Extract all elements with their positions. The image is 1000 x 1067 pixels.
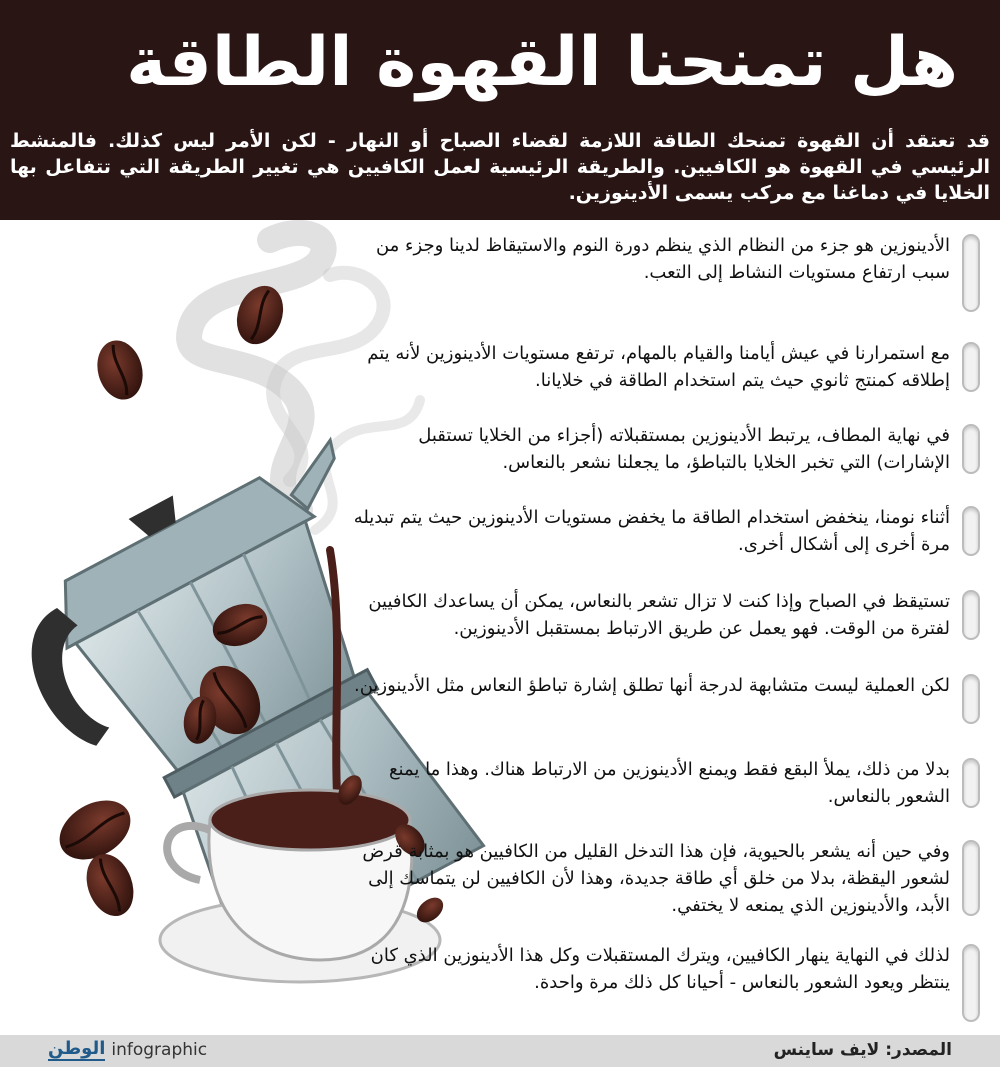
bullet-bar [962,424,980,474]
bullet-bar [962,590,980,640]
point-text: بدلا من ذلك، يملأ البقع فقط ويمنع الأدينوزين من الارتباط هناك. وهذا ما يمنع الشعور بالنعاس. [388,759,950,807]
bullet-bar [962,944,980,1022]
point-text: في نهاية المطاف، يرتبط الأدينوزين بمستقبلاته (أجزاء من الخلايا تستقبل الإشارات) التي تخبر الخلايا بالتباطؤ، ما يجعلنا نشعر بالنعاس. [418,425,950,473]
intro-paragraph: قد تعتقد أن القهوة تمنحك الطاقة اللازمة لقضاء الصباح أو النهار - لكن الأمر ليس كذلك. فالمنشط الرئيسي في القهوة هو الكافيين. والطريقة الرئيسية لعمل الكافيين هي تغيير الطريقة التي تتفاعل بها الخلايا في دماغنا مع مركب يسمى الأدينوزين. [10,130,990,204]
list-item [340,340,980,394]
point-text: أثناء نومنا، ينخفض استخدام الطاقة ما يخفض مستويات الأدينوزين حيث يتم تبديله مرة أخرى إلى أشكال أخرى. [353,507,950,555]
list-item [340,422,980,476]
bullet-bar [962,234,980,312]
bullet-bar [962,342,980,392]
list-item [340,504,980,558]
list-item [340,588,980,642]
header-banner [0,0,1000,220]
source-credit: المصدر: لايف ساينس [773,1040,952,1060]
list-item [340,838,980,919]
point-text: لذلك في النهاية ينهار الكافيين، ويترك المستقبلات وكل هذا الأدينوزين الذي كان ينتظر ويعود الشعور بالنعاس - أحيانا كل ذلك مرة واحدة. [370,945,950,993]
list-item [340,942,980,1022]
list-item [340,756,980,810]
brand [48,1039,207,1061]
point-text: مع استمرارنا في عيش أيامنا والقيام بالمهام، ترتفع مستويات الأدينوزين لأنه يتم إطلاقه كمنتج ثانوي حيث يتم استخدام الطاقة في خلايانا. [367,343,950,391]
point-text: الأدينوزين هو جزء من النظام الذي ينظم دورة النوم والاستيقاظ لدينا وجزء من سبب ارتفاع مستويات النشاط إلى التعب. [375,235,950,283]
point-text: وفي حين أنه يشعر بالحيوية، فإن هذا التدخل القليل من الكافيين هو بمثابة قرض لشعور اليقظة، بدلا من خلق أي طاقة جديدة، وهذا لأن الكافيين لن يتماسك إلى الأبد، والأدينوزين الذي يمنعه لا يختفي. [362,841,950,916]
coffee-bean-icon [91,335,149,404]
page-title: هل تمنحنا القهوة الطاقة [126,23,958,102]
bullet-bar [962,674,980,724]
brand-logo: الوطن [48,1038,106,1059]
footer-bar [0,1035,1000,1067]
list-item [340,232,980,312]
list-item [340,672,980,724]
brand-label: infographic [111,1040,208,1060]
point-text: لكن العملية ليست متشابهة لدرجة أنها تطلق إشارة تباطؤ النعاس مثل الأدينوزين. [354,675,950,696]
point-text: تستيقظ في الصباح وإذا كنت لا تزال تشعر بالنعاس، يمكن أن يساعدك الكافيين لفترة من الوقت. فهو يعمل عن طريق الارتباط بمستقبل الأدينوزين. [368,591,950,639]
bullet-bar [962,506,980,556]
bullet-bar [962,758,980,808]
bullet-bar [962,840,980,916]
